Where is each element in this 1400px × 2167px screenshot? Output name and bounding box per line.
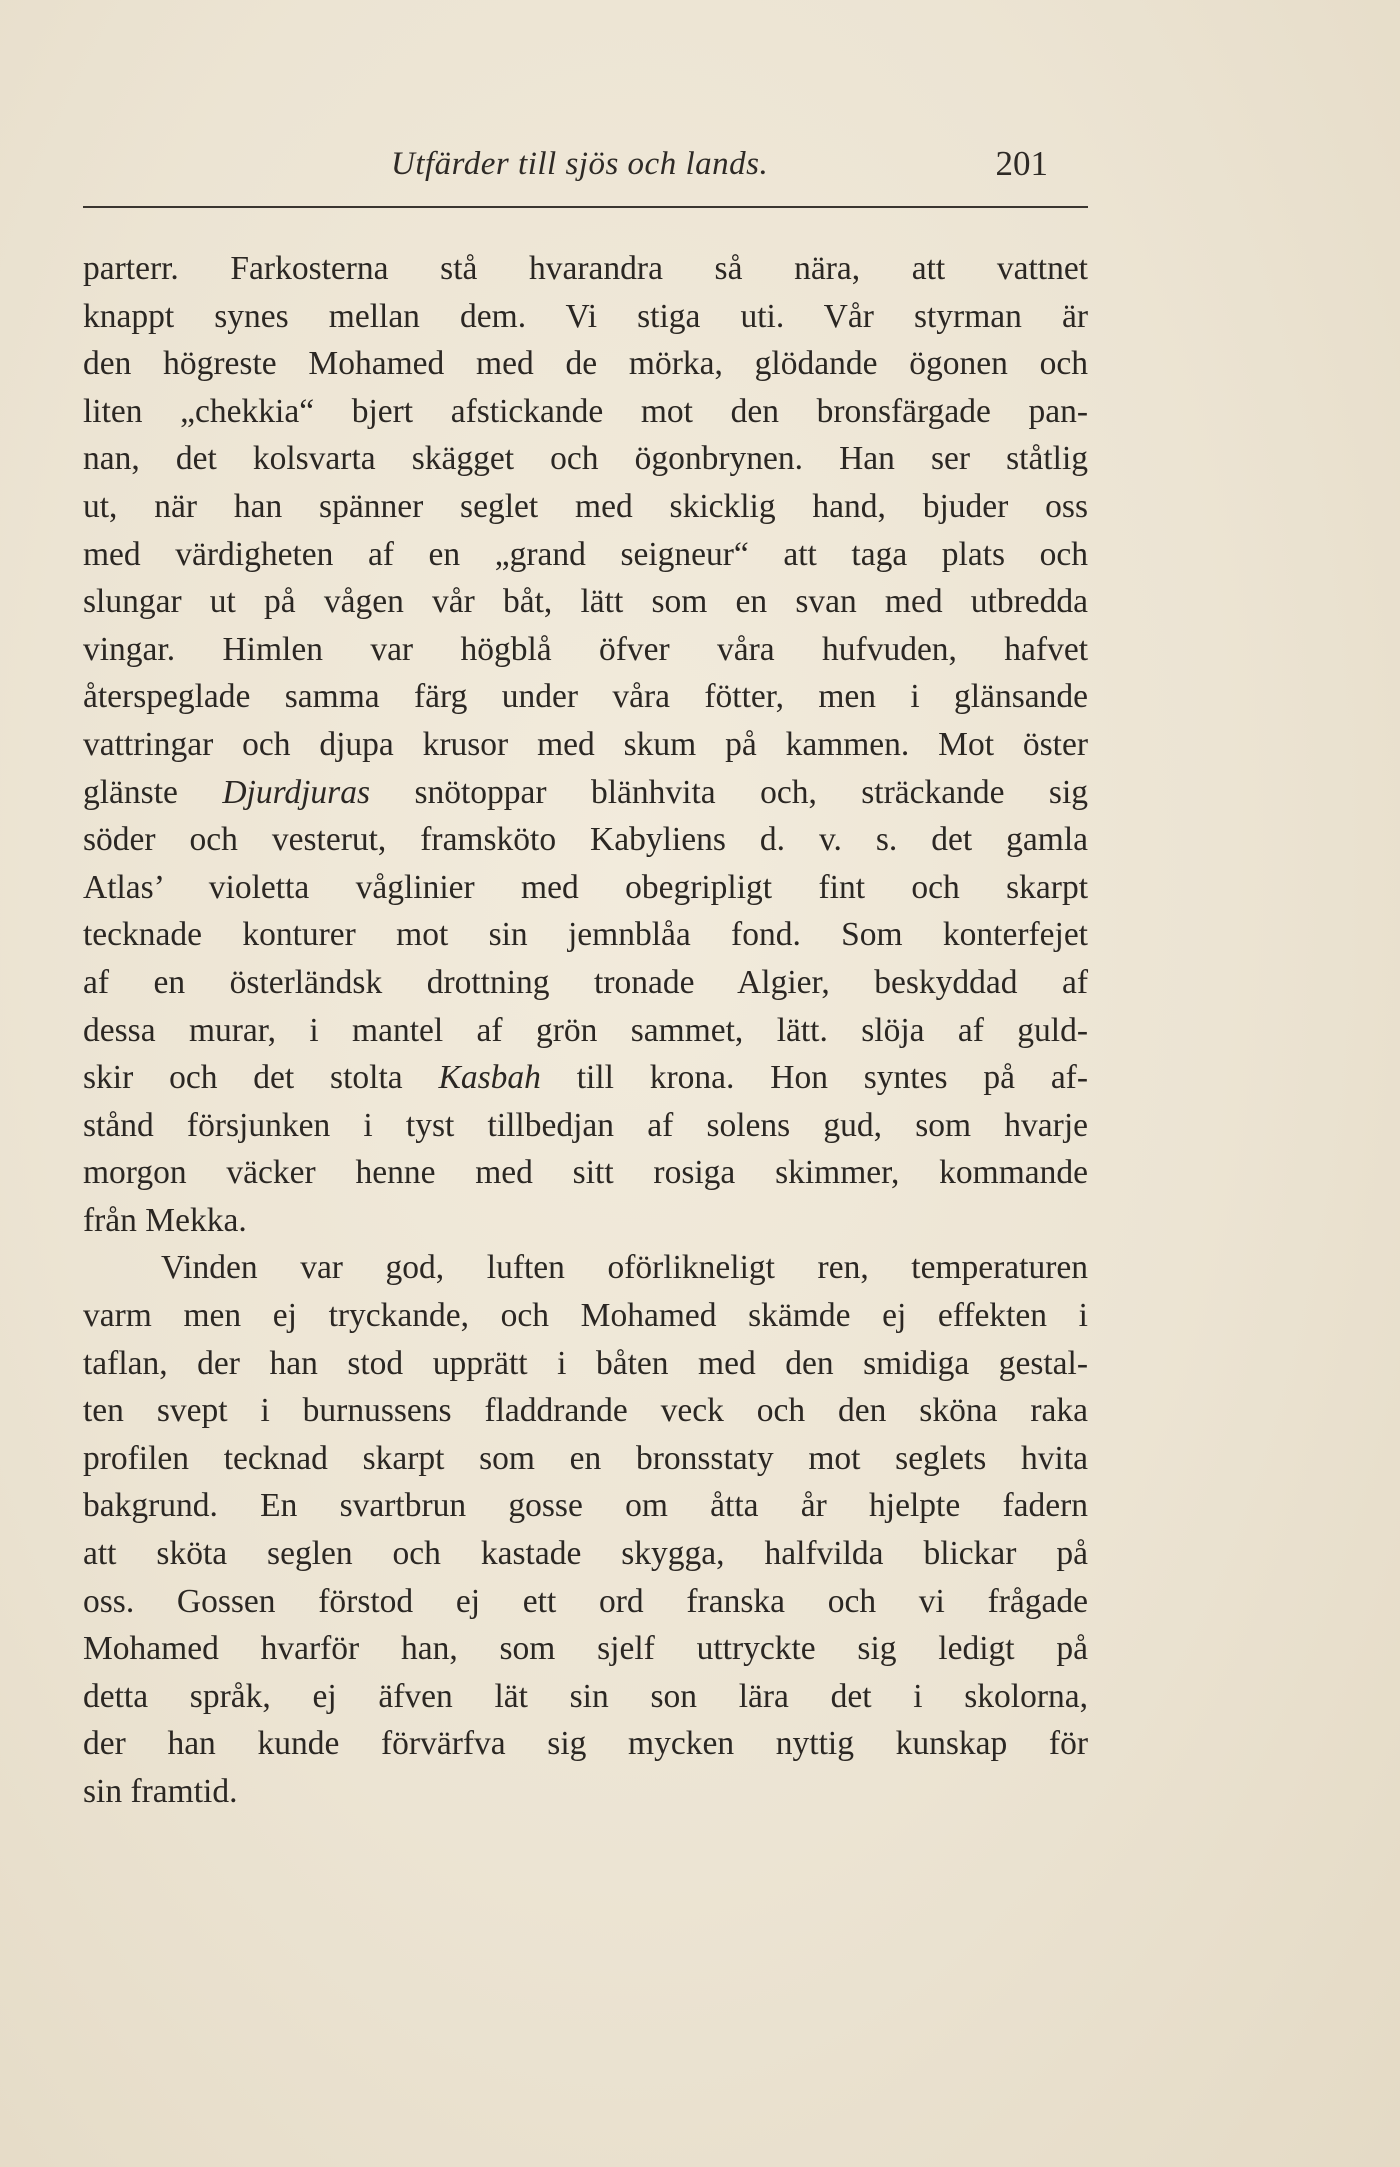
text-line (83, 1054, 1088, 1102)
text-line: detta språk, ej äfven lät sin son lära det i skolorna, (83, 1677, 1088, 1715)
text-line: nan, det kolsvarta skägget och ögonbrynen. Han ser ståtlig (83, 440, 1088, 478)
text-line: slungar ut på vågen vår båt, lätt som en svan med utbredda (83, 583, 1088, 621)
text-line: varm men ej tryckande, och Mohamed skämde ej effekten i (83, 1297, 1088, 1335)
text-line: med värdigheten af en „grand seigneur“ att taga plats och (83, 535, 1088, 573)
text-line: tecknade konturer mot sin jemnblåa fond. Som konterfejet (83, 916, 1088, 954)
text-line: Vinden var god, luften oförlikneligt ren, temperaturen (161, 1249, 1088, 1287)
paragraph (83, 245, 1088, 1244)
text-line: ut, när han spänner seglet med skicklig hand, bjuder oss (83, 487, 1088, 525)
text-line: stånd försjunken i tyst tillbedjan af solens gud, som hvarje (83, 1106, 1088, 1144)
text-line: parterr. Farkosterna stå hvarandra så nära, att vattnet (83, 250, 1088, 287)
text-line: der han kunde förvärfva sig mycken nyttig kunskap för (83, 1725, 1088, 1763)
text-line: vingar. Himlen var högblå öfver våra hufvuden, hafvet (83, 630, 1088, 668)
text-line: att sköta seglen och kastade skygga, halfvilda blickar på (83, 1535, 1088, 1573)
text-line: Atlas’ violetta våglinier med obegripligt fint och skarpt (83, 868, 1088, 906)
text-line: vattringar och djupa krusor med skum på kammen. Mot öster (83, 725, 1088, 763)
text-segment: snötoppar blänhvita och, sträckande sig (370, 773, 1089, 811)
text-line: bakgrund. En svartbrun gosse om åtta år hjelpte fadern (83, 1487, 1088, 1525)
text-line: från Mekka. (83, 1201, 247, 1239)
text-line: af en österländsk drottning tronade Algier, beskyddad af (83, 963, 1088, 1001)
italic-place-name: Kasbah (438, 1059, 541, 1097)
text-line: den högreste Mohamed med de mörka, glödande ögonen och (83, 345, 1088, 383)
text-line: dessa murar, i mantel af grön sammet, lätt. slöja af guld- (83, 1011, 1088, 1049)
text-line: Mohamed hvarför han, som sjelf uttryckte sig ledigt på (83, 1630, 1088, 1668)
paragraph (83, 1244, 1088, 1815)
header-rule (83, 206, 1088, 208)
page-number: 201 (995, 144, 1048, 183)
text-line: sin framtid. (83, 1773, 238, 1810)
text-segment: skir och det stolta (83, 1059, 439, 1097)
text-line: taflan, der han stod upprätt i båten med den smidiga gestal- (83, 1344, 1088, 1382)
italic-place-name: Djurdjuras (222, 773, 371, 811)
text-line: profilen tecknad skarpt som en bronsstaty mot seglets hvita (83, 1439, 1088, 1477)
text-segment: till krona. Hon syntes på af- (540, 1059, 1088, 1097)
text-line (83, 769, 1088, 817)
text-line: morgon väcker henne med sitt rosiga skimmer, kommande (83, 1154, 1088, 1192)
text-line: liten „chekkia“ bjert afstickande mot den bronsfärgade pan- (83, 392, 1088, 430)
page-header (83, 140, 1088, 196)
text-line: oss. Gossen förstod ej ett ord franska och vi frågade (83, 1582, 1088, 1620)
text-line: återspeglade samma färg under våra fötter, men i glänsande (83, 678, 1088, 716)
text-line: ten svept i burnussens fladdrande veck och den sköna raka (83, 1392, 1088, 1430)
text-line: söder och vesterut, framsköto Kabyliens d. v. s. det gamla (83, 821, 1088, 859)
body-text (83, 245, 1088, 1816)
running-title: Utfärder till sjös och lands. (391, 146, 769, 182)
text-segment: glänste (83, 773, 223, 811)
text-line: knappt synes mellan dem. Vi stiga uti. Vår styrman är (83, 297, 1088, 335)
